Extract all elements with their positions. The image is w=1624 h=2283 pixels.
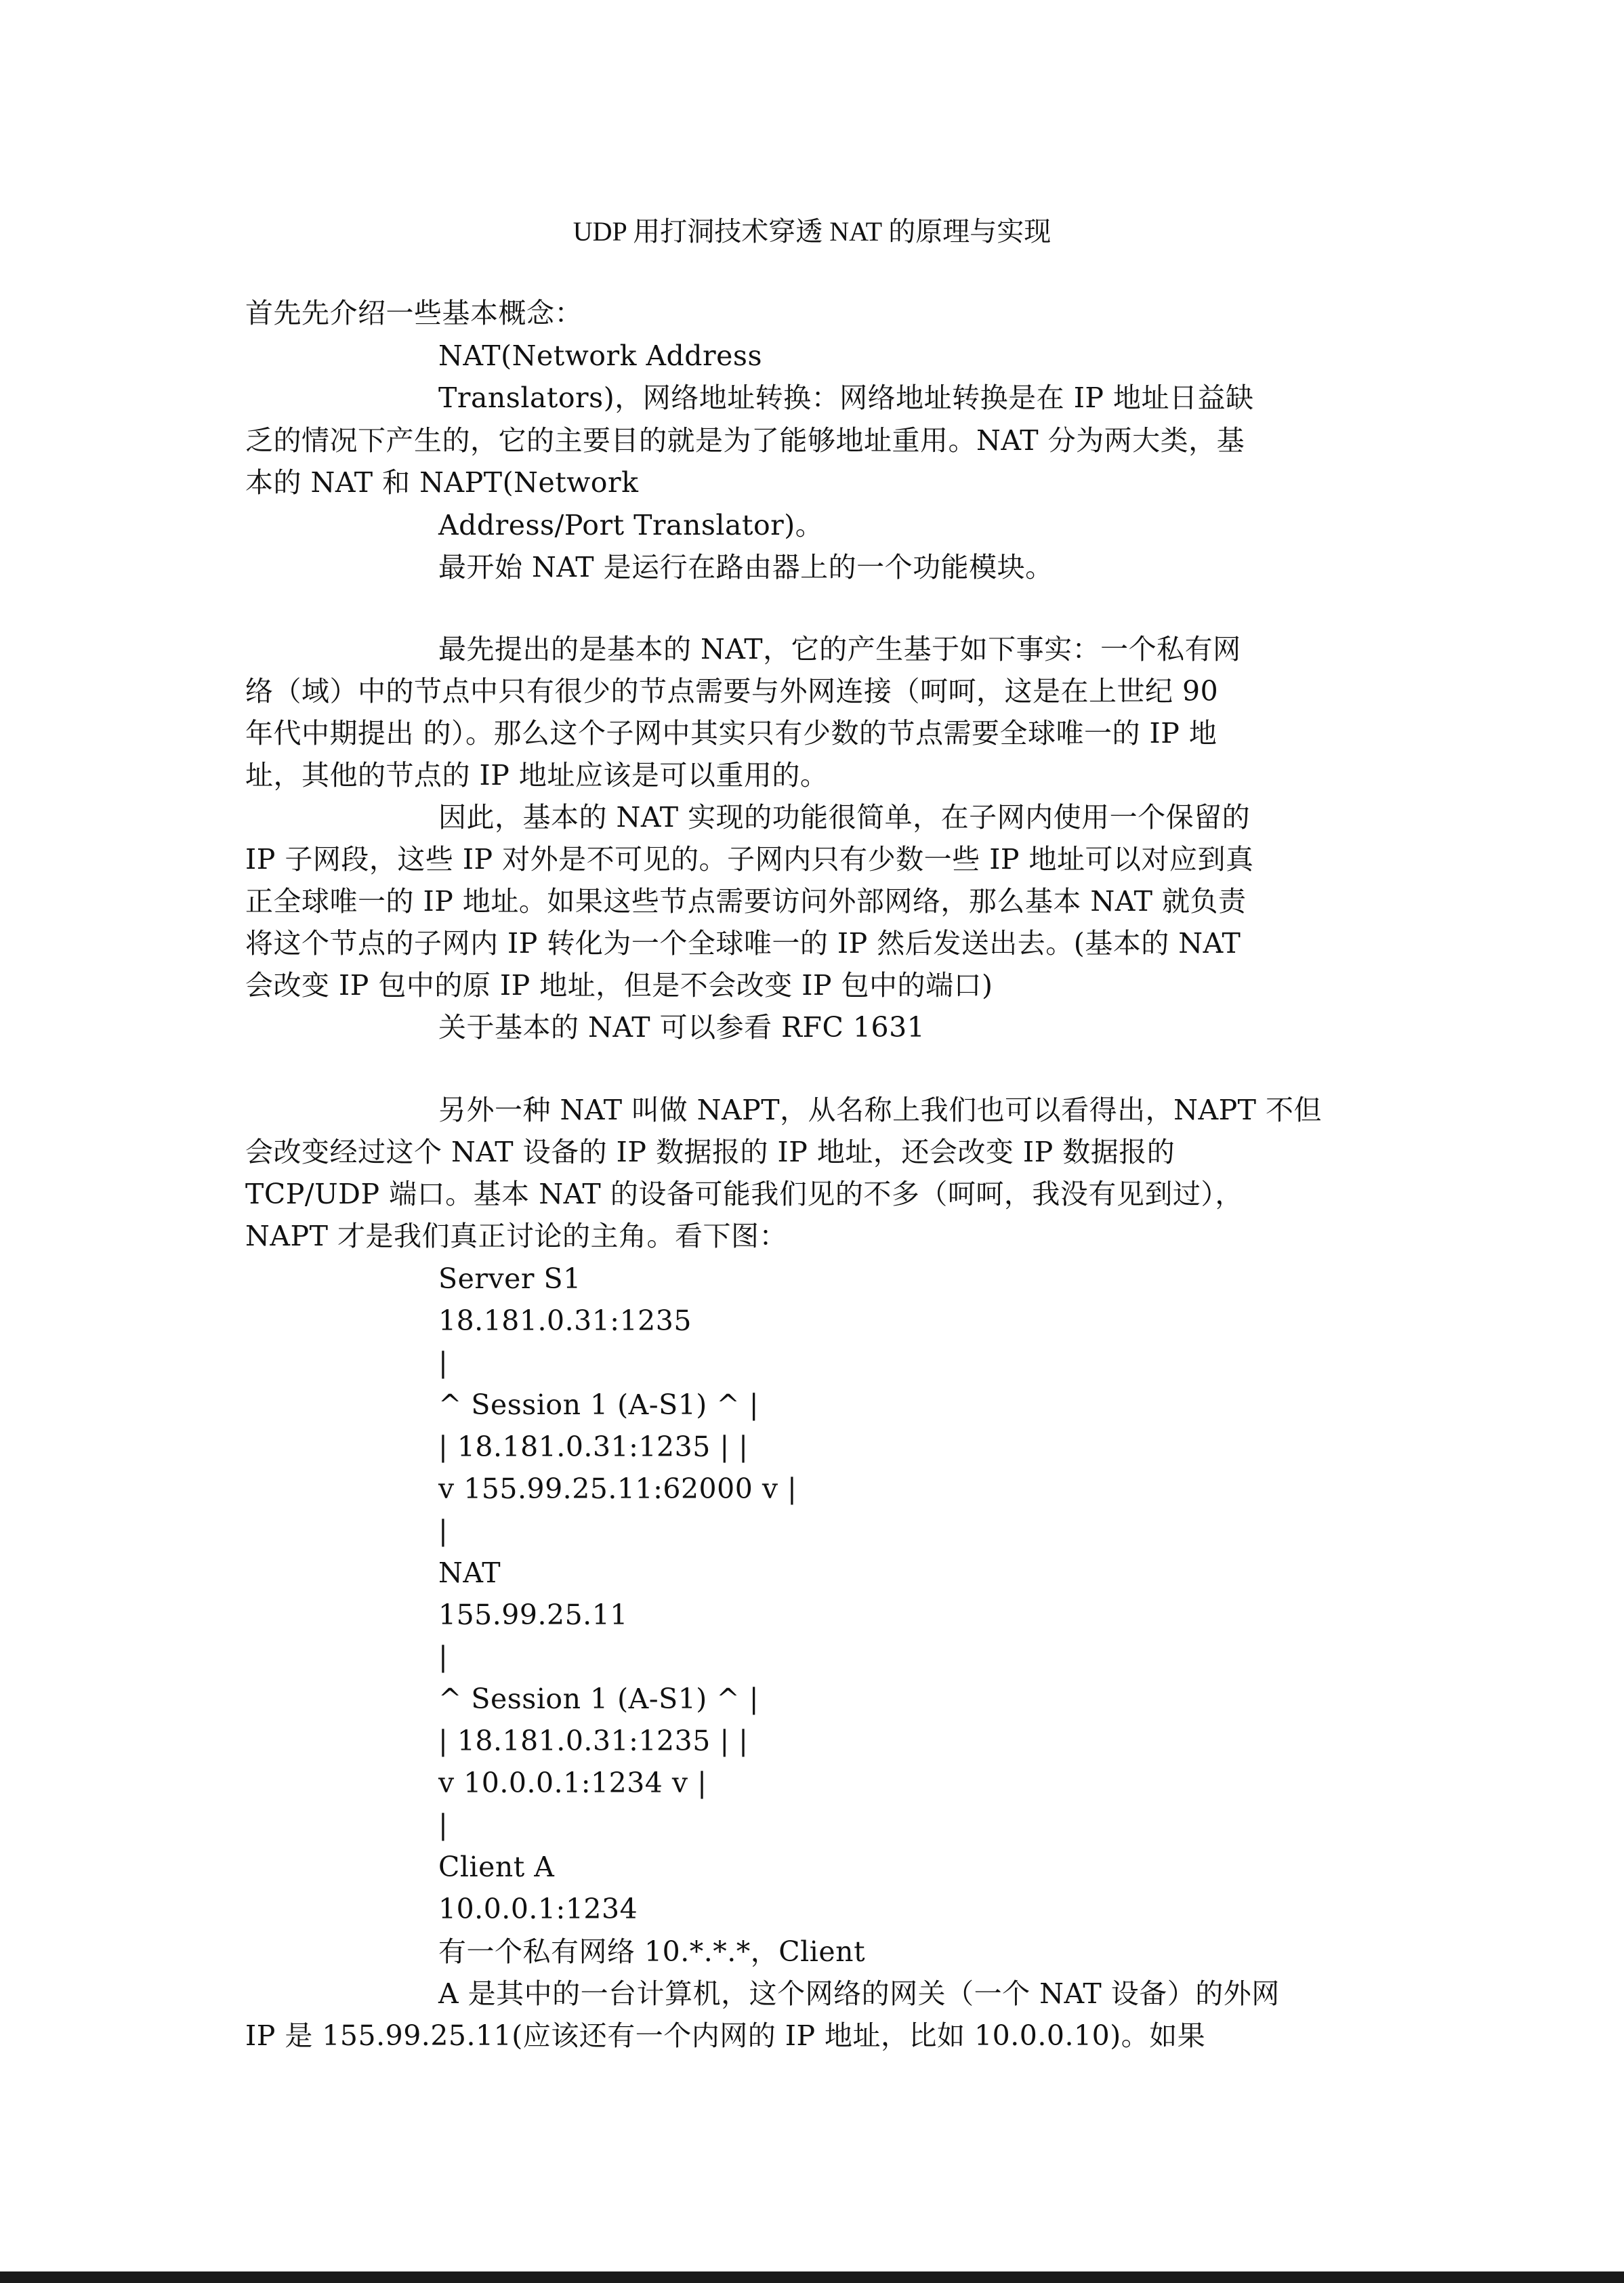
diagram-line: 10.0.0.1:1234 — [438, 1893, 638, 1925]
text-line: 本的 NAT 和 NAPT(Network — [245, 466, 639, 499]
text-line: 最先提出的是基本的 NAT，它的产生基于如下事实：一个私有网 — [438, 633, 1241, 665]
diagram-line: | — [438, 1641, 449, 1673]
text-line: 正全球唯一的 IP 地址。如果这些节点需要访问外部网络，那么基本 NAT 就负责 — [245, 885, 1247, 918]
text-line: 乏的情况下产生的，它的主要目的就是为了能够地址重用。NAT 分为两大类，基 — [245, 424, 1245, 457]
text-line: A 是其中的一台计算机，这个网络的网关（一个 NAT 设备）的外网 — [438, 1977, 1280, 2010]
page-bottom-edge — [0, 2271, 1624, 2283]
diagram-line: | — [438, 1515, 449, 1547]
diagram-line: ^ Session 1 (A-S1) ^ | — [438, 1389, 759, 1421]
diagram-line: ^ Session 1 (A-S1) ^ | — [438, 1683, 759, 1715]
text-line: IP 子网段，这些 IP 对外是不可见的。子网内只有少数一些 IP 地址可以对应到真 — [245, 843, 1254, 876]
diagram-line: v 155.99.25.11:62000 v | — [438, 1473, 797, 1505]
diagram-line: | — [438, 1346, 449, 1379]
text-line: 会改变 IP 包中的原 IP 地址，但是不会改变 IP 包中的端口) — [245, 969, 993, 1002]
text-line: IP 是 155.99.25.11(应该还有一个内网的 IP 地址，比如 10.0.0.10)。如果 — [245, 2019, 1206, 2052]
text-line: 会改变经过这个 NAT 设备的 IP 数据报的 IP 地址，还会改变 IP 数据报的 — [245, 1136, 1175, 1168]
diagram-line: NAT — [438, 1557, 501, 1589]
text-line: 关于基本的 NAT 可以参看 RFC 1631 — [438, 1011, 925, 1044]
text-line: NAT(Network Address — [438, 340, 762, 372]
diagram-line: Client A — [438, 1851, 555, 1883]
text-line: 址，其他的节点的 IP 地址应该是可以重用的。 — [245, 759, 829, 791]
text-line: 首先先介绍一些基本概念： — [245, 297, 583, 329]
text-line: 最开始 NAT 是运行在路由器上的一个功能模块。 — [438, 551, 1054, 583]
document-title: UDP 用打洞技术穿透 NAT 的原理与实现 — [572, 216, 1052, 247]
diagram-line: | 18.181.0.31:1235 | | — [438, 1725, 749, 1757]
text-line: NAPT 才是我们真正讨论的主角。看下图： — [245, 1220, 787, 1252]
text-line: 另外一种 NAT 叫做 NAPT，从名称上我们也可以看得出，NAPT 不但 — [438, 1094, 1323, 1126]
diagram-line: | — [438, 1809, 449, 1841]
diagram-line: | 18.181.0.31:1235 | | — [438, 1431, 749, 1463]
diagram-line: Server S1 — [438, 1262, 581, 1295]
text-line: 因此，基本的 NAT 实现的功能很简单，在子网内使用一个保留的 — [438, 801, 1251, 834]
text-line: 将这个节点的子网内 IP 转化为一个全球唯一的 IP 然后发送出去。(基本的 NAT — [245, 927, 1241, 960]
diagram-line: 155.99.25.11 — [438, 1599, 628, 1631]
text-line: 络（域）中的节点中只有很少的节点需要与外网连接（呵呵，这是在上世纪 90 — [245, 675, 1219, 707]
text-line: TCP/UDP 端口。基本 NAT 的设备可能我们见的不多（呵呵，我没有见到过）， — [245, 1178, 1243, 1210]
text-line: Translators)，网络地址转换：网络地址转换是在 IP 地址日益缺 — [438, 382, 1254, 414]
diagram-line: v 10.0.0.1:1234 v | — [438, 1767, 707, 1799]
text-line: Address/Port Translator)。 — [438, 509, 824, 541]
text-line: 年代中期提出 的）。那么这个子网中其实只有少数的节点需要全球唯一的 IP 地 — [245, 717, 1217, 749]
text-line: 有一个私有网络 10.*.*.*，Client — [438, 1935, 866, 1968]
diagram-line: 18.181.0.31:1235 — [438, 1304, 692, 1337]
